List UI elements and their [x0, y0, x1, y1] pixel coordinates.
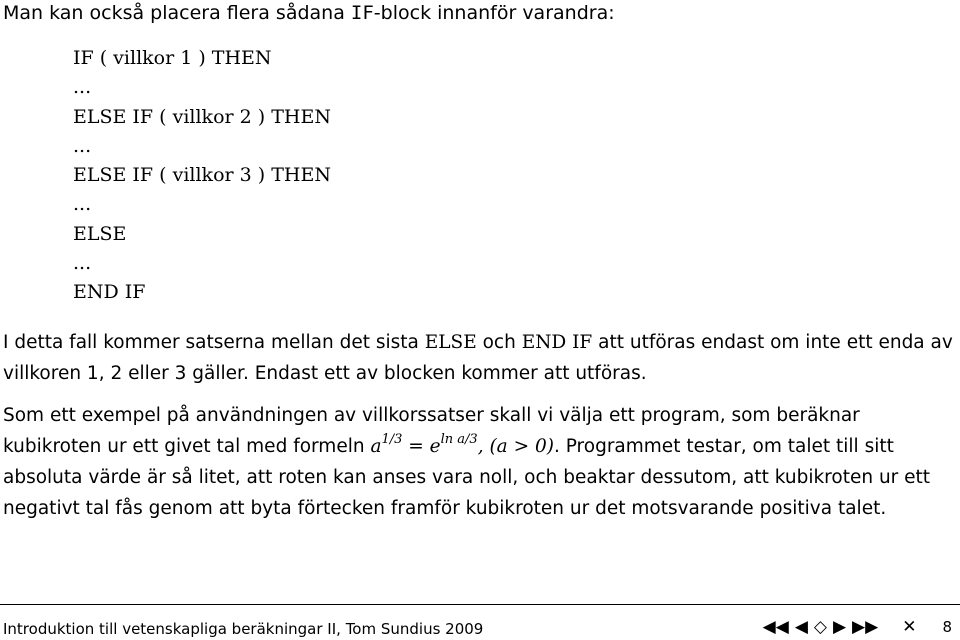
code-line: END IF: [73, 281, 146, 304]
intro-text-after: -block innanför varandra:: [373, 2, 615, 24]
close-icon[interactable]: ✕: [902, 617, 917, 637]
formula-exponent-1: 1/3: [381, 432, 403, 447]
slide-navigation: [763, 617, 952, 637]
formula-exponent-2: ln a/3: [440, 432, 478, 447]
formula-condition: , (a > 0): [477, 436, 554, 457]
code-line: ...: [73, 76, 92, 99]
paragraph1-part1: I detta fall kommer satserna mellan det sista: [3, 332, 425, 353]
formula-equals: = e: [402, 436, 441, 457]
code-block: [73, 44, 331, 308]
previous-page-icon[interactable]: ◀: [794, 617, 808, 637]
code-line: IF ( villkor 1 ) THEN: [73, 47, 272, 69]
code-line: ...: [73, 193, 92, 216]
code-line: ...: [73, 252, 92, 275]
keyword-end-if: END IF: [521, 332, 593, 353]
footer: [0, 604, 960, 640]
paragraph2-part2: . Programmet testar, om talet till sitt absoluta värde är så litet, att roten kan anses vara noll, och beaktar dessutom, att kubikroten ur ett negativt tal fås genom att byta förtecken framför kubikroten ur det motsvarande positiva talet.: [3, 436, 931, 519]
formula-base: a: [370, 436, 382, 457]
paragraph1-part2: och: [476, 332, 522, 353]
code-line: ELSE: [73, 222, 127, 245]
code-line: ELSE IF ( villkor 2 ) THEN: [73, 105, 331, 128]
home-icon[interactable]: ◇: [813, 617, 827, 637]
footer-divider: [0, 604, 960, 605]
page-number: 8: [942, 618, 952, 636]
formula: [370, 432, 554, 457]
intro-text: [3, 2, 615, 24]
intro-keyword: IF: [350, 2, 374, 24]
last-page-icon[interactable]: ▶▶: [852, 617, 879, 637]
code-line: ELSE IF ( villkor 3 ) THEN: [73, 164, 331, 187]
footer-title: Introduktion till vetenskapliga beräkningar II, Tom Sundius 2009: [3, 620, 484, 638]
paragraph1-part3: att utföras endast om inte ett enda av villkoren 1, 2 eller 3 gäller. Endast ett av blocken kommer att utföras.: [3, 332, 953, 384]
next-page-icon[interactable]: ▶: [832, 617, 847, 637]
intro-text-before: Man kan också placera flera sådana: [3, 2, 351, 24]
first-page-icon[interactable]: ◀◀: [762, 617, 789, 637]
keyword-else: ELSE: [424, 332, 477, 353]
paragraph-else-explanation: [3, 327, 958, 389]
code-line: ...: [73, 134, 92, 157]
paragraph-example: [3, 400, 958, 524]
paragraph2-part1: Som ett exempel på användningen av villkorssatser skall vi välja ett program, som beräknar kubikroten ur ett givet tal med formeln: [3, 405, 860, 457]
